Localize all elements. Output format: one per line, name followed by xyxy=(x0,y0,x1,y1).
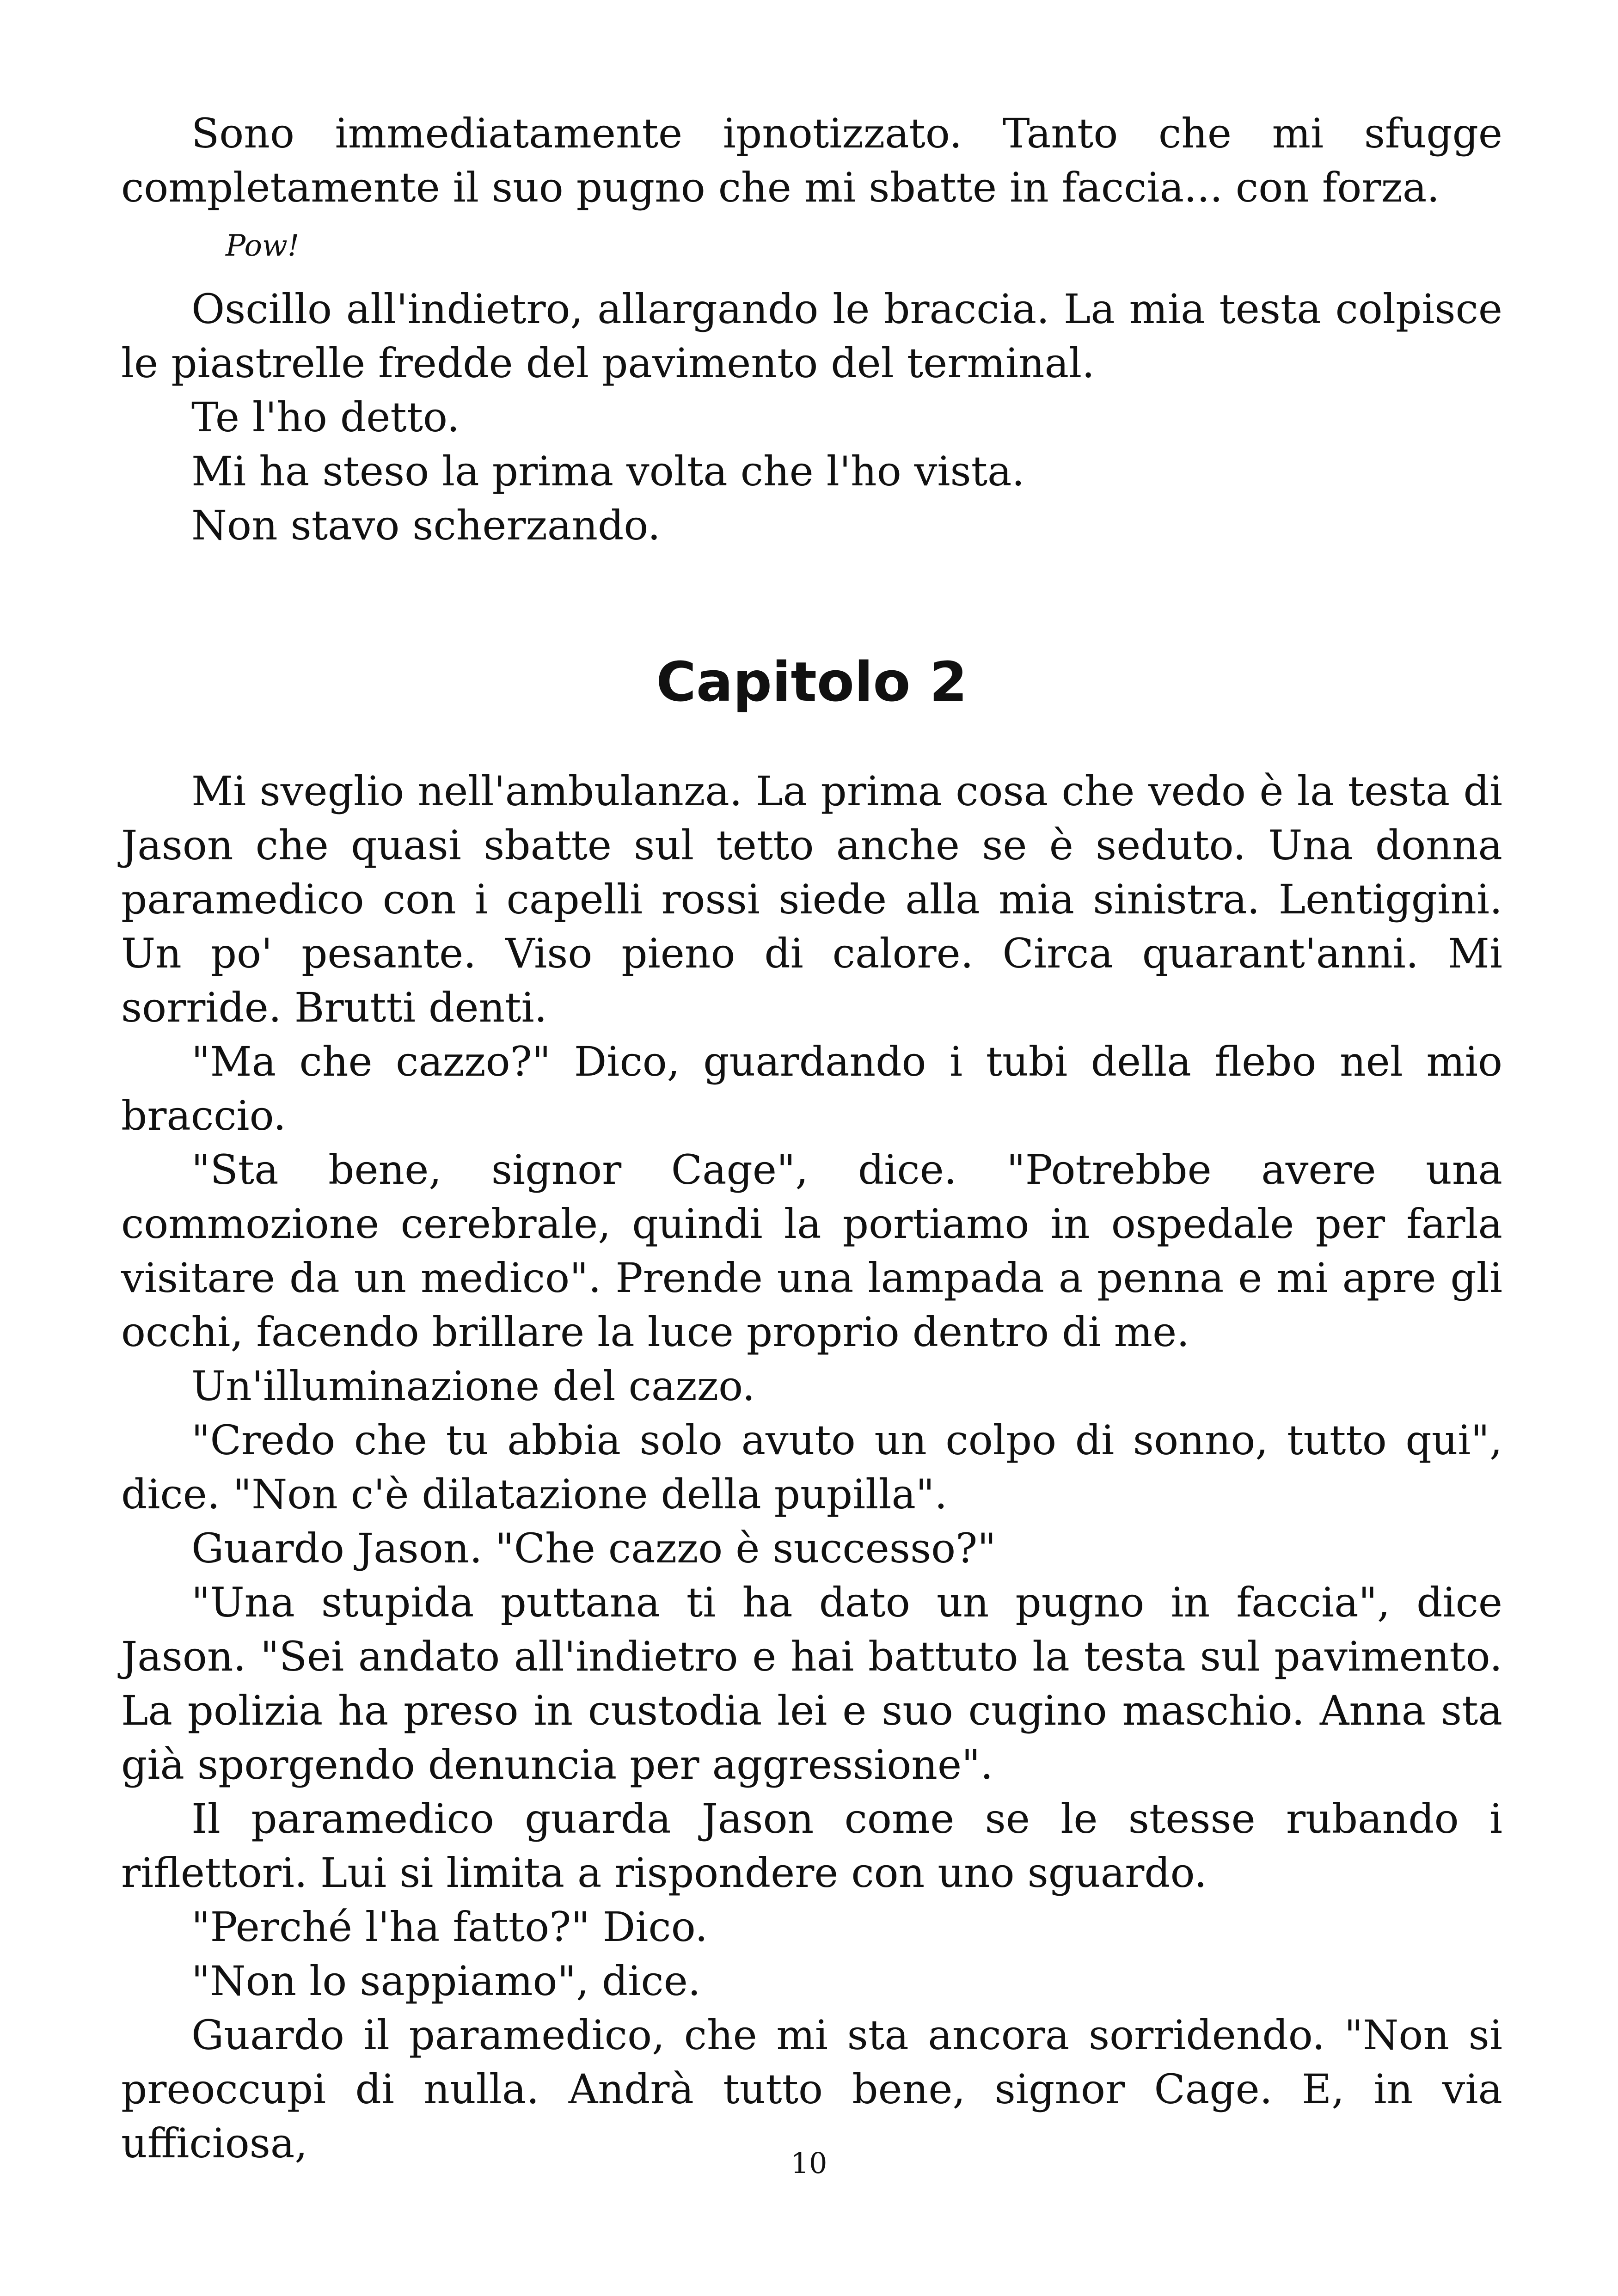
paragraph: "Una stupida puttana ti ha dato un pugno in faccia", dice Jason. "Sei andato all'indietro e hai battuto la testa sul pavimento. La polizia ha preso in custodia lei e suo cugino maschio. Anna sta già sporgendo denuncia per aggressione". xyxy=(121,1579,1502,1788)
paragraph: Mi sveglio nell'ambulanza. La prima cosa che vedo è la testa di Jason che quasi sbatte sul tetto anche se è seduto. Una donna paramedico con i capelli rossi siede alla mia sinistra. Lentiggini. Un po' pesante. Viso pieno di calore. Circa quarant'anni. Mi sorride. Brutti denti. xyxy=(121,767,1502,1031)
paragraph: "Perché l'ha fatto?" Dico. xyxy=(191,1903,708,1951)
paragraph: Il paramedico guarda Jason come se le stesse rubando i riflettori. Lui si limita a rispondere con uno sguardo. xyxy=(121,1795,1502,1897)
paragraph: Mi ha steso la prima volta che l'ho vista. xyxy=(191,447,1025,495)
paragraph: "Sta bene, signor Cage", dice. "Potrebbe avere una commozione cerebrale, quindi la portiamo in ospedale per farla visitare da un medico". Prende una lampada a penna e mi apre gli occhi, facendo brillare la luce proprio dentro di me. xyxy=(121,1146,1502,1356)
paragraph: "Non lo sappiamo", dice. xyxy=(191,1957,701,2005)
paragraph: Un'illuminazione del cazzo. xyxy=(191,1362,755,1410)
paragraph: Oscillo all'indietro, allargando le braccia. La mia testa colpisce le piastrelle fredde del pavimento del terminal. xyxy=(121,285,1502,387)
paragraph: Sono immediatamente ipnotizzato. Tanto che mi sfugge completamente il suo pugno che mi sbatte in faccia... con forza. xyxy=(121,110,1502,211)
page-number: 10 xyxy=(791,2146,827,2180)
chapter-title: Capitolo 2 xyxy=(656,650,968,714)
paragraph: Guardo il paramedico, che mi sta ancora sorridendo. "Non si preoccupi di nulla. Andrà tutto bene, signor Cage. E, in via ufficiosa, xyxy=(121,2011,1502,2167)
paragraph: Guardo Jason. "Che cazzo è successo?" xyxy=(191,1525,996,1572)
paragraph: Te l'ho detto. xyxy=(191,393,460,441)
paragraph: "Credo che tu abbia solo avuto un colpo di sonno, tutto qui", dice. "Non c'è dilatazione della pupilla". xyxy=(121,1416,1502,1518)
sound-effect: Pow! xyxy=(226,229,300,263)
paragraph: Non stavo scherzando. xyxy=(191,502,661,549)
paragraph: "Ma che cazzo?" Dico, guardando i tubi della flebo nel mio braccio. xyxy=(121,1038,1502,1139)
book-page xyxy=(121,106,1502,2170)
